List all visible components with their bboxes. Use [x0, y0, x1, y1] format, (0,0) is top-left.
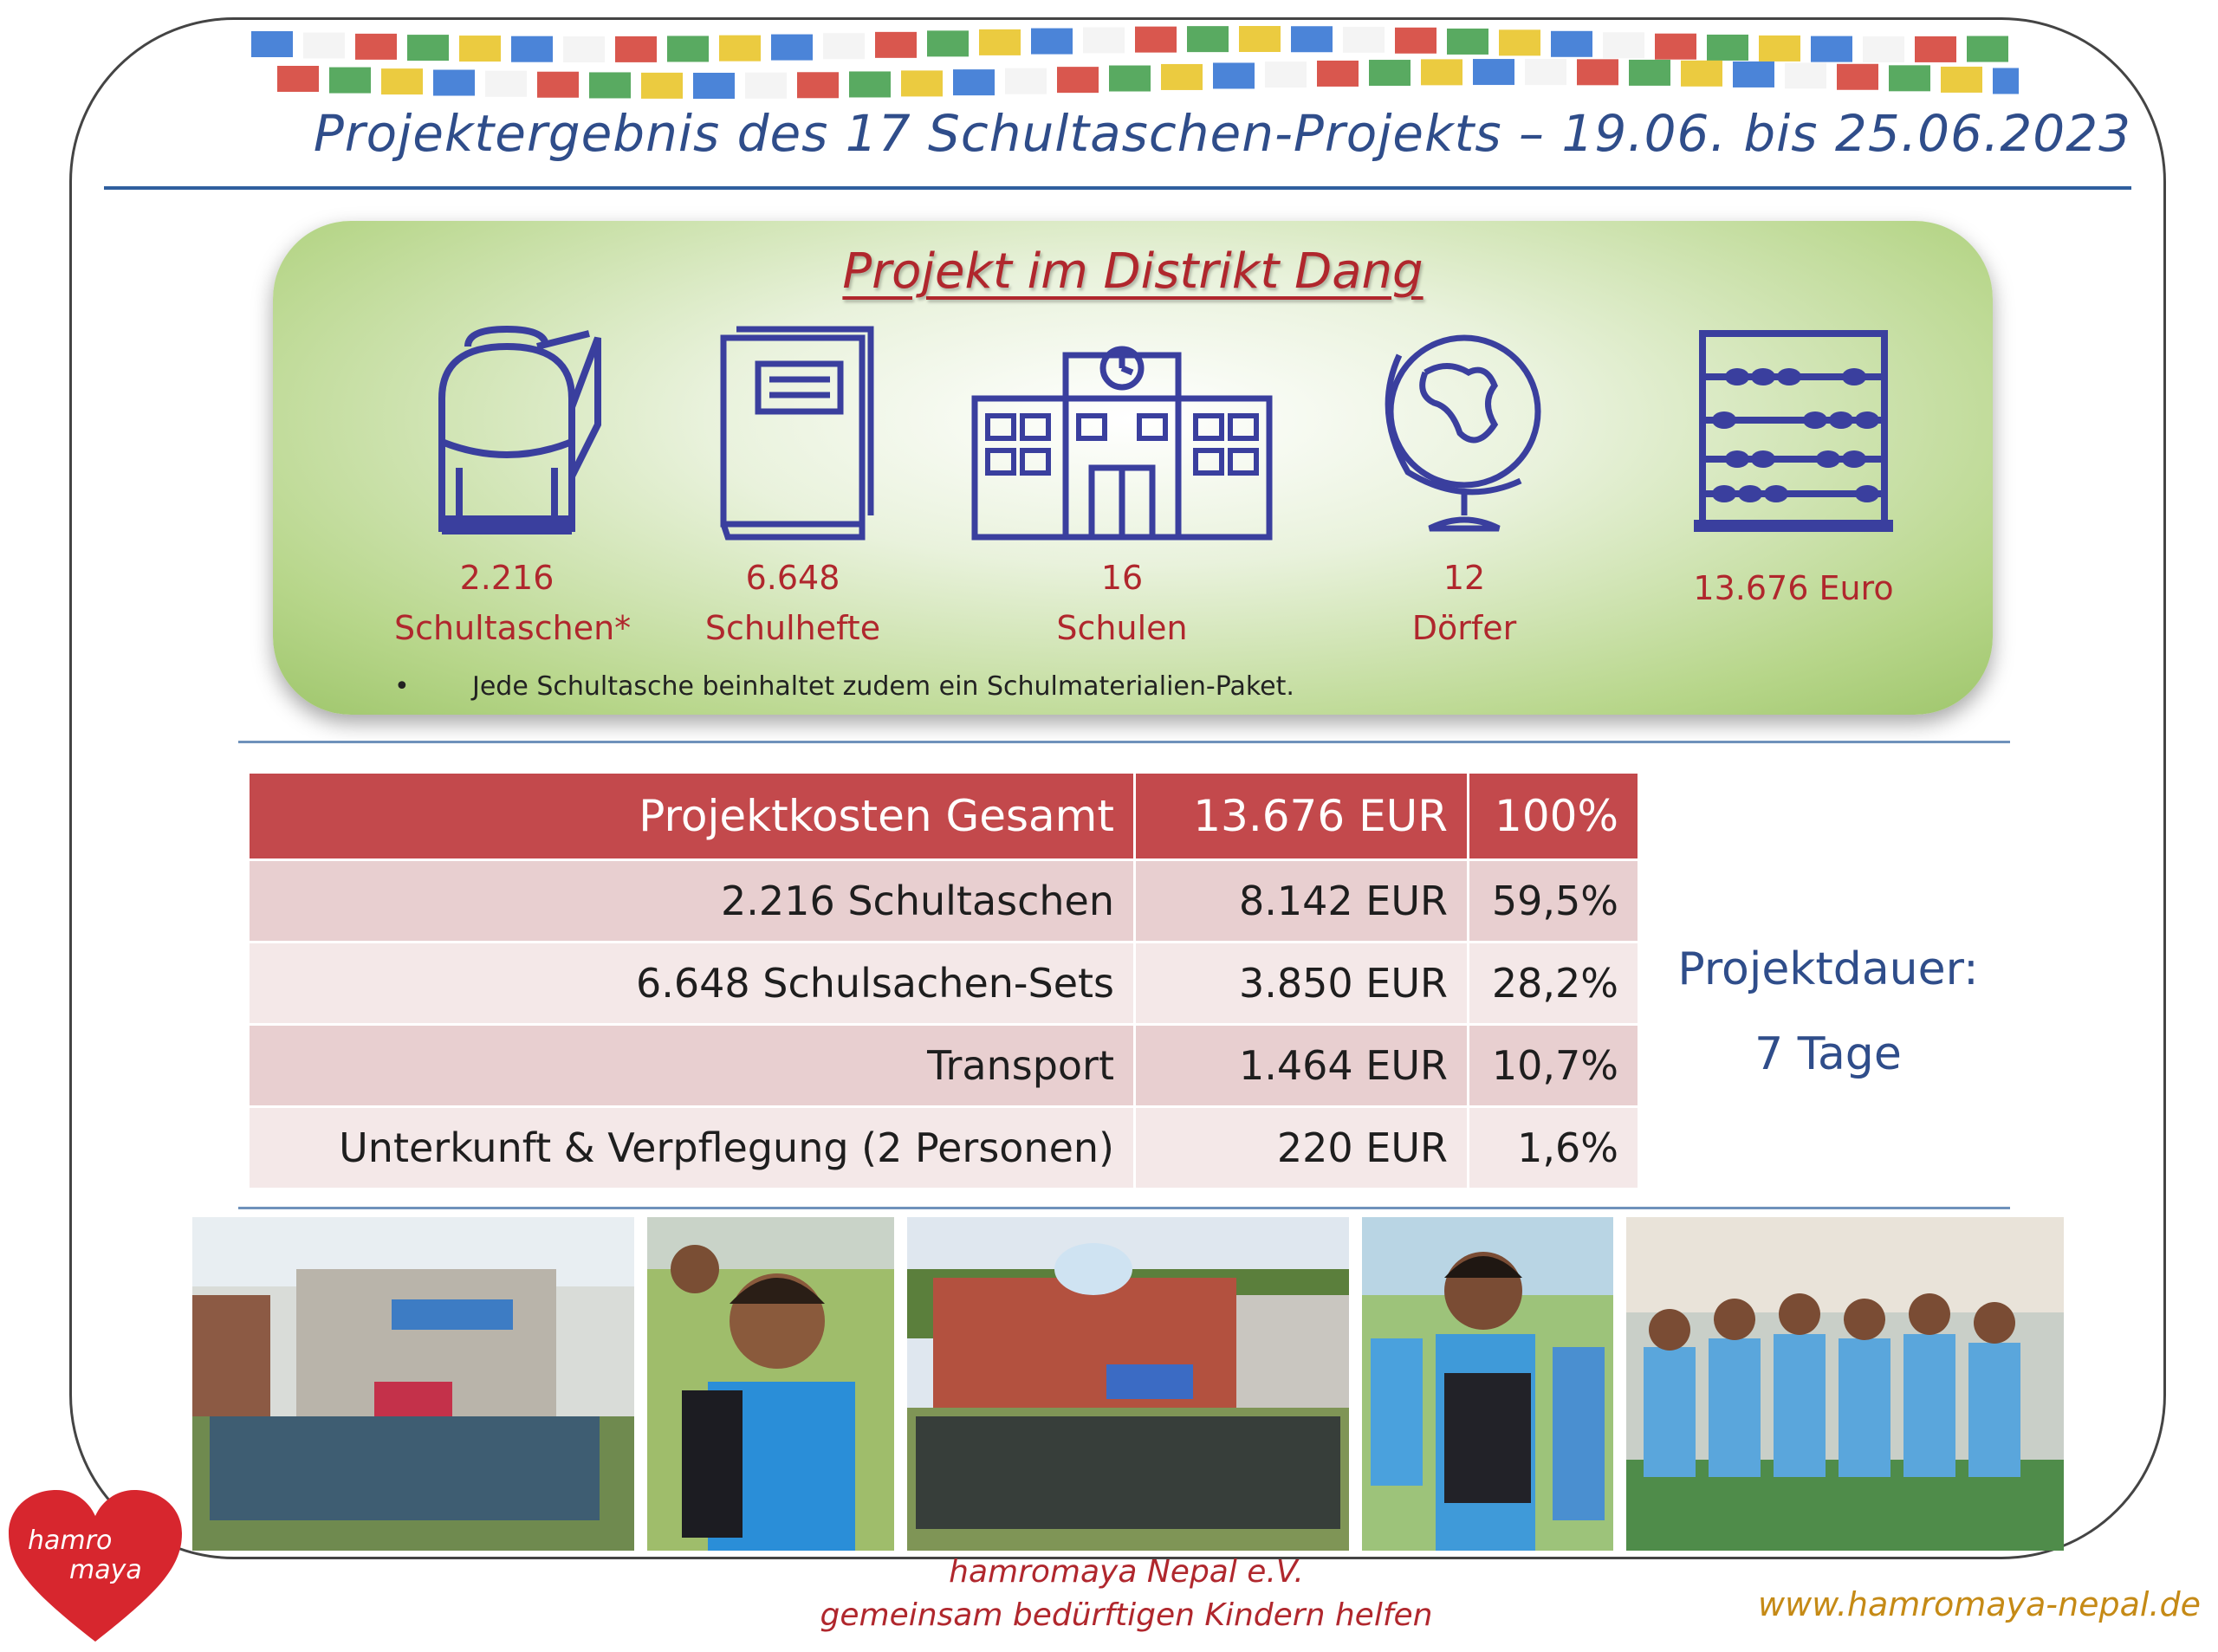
- stat-backpacks: [394, 321, 632, 653]
- stat-villages-label: Dörfer: [1411, 609, 1517, 647]
- group-photo-school: [192, 1217, 634, 1551]
- prayer-flag: [1551, 31, 1592, 57]
- prayer-flag: [1993, 68, 2019, 94]
- divider-top: [238, 741, 2010, 743]
- prayer-flag: [875, 32, 917, 58]
- prayer-flag: [719, 36, 761, 62]
- backpack-icon: [407, 321, 606, 546]
- cost-header-percent: 100%: [1469, 774, 1638, 858]
- prayer-flag: [1421, 59, 1462, 85]
- prayer-flag: [1967, 36, 2008, 62]
- prayer-flag: [537, 72, 579, 98]
- stat-notebooks: [680, 321, 905, 653]
- prayer-flags-decoration: [251, 24, 2019, 102]
- globe-icon: [1365, 321, 1564, 546]
- child-photo-smiling: [647, 1217, 894, 1551]
- prayer-flag: [1317, 61, 1359, 87]
- table-row: [250, 1026, 1638, 1105]
- title-divider: [104, 186, 2131, 190]
- prayer-flag: [251, 31, 293, 57]
- prayer-flag: [1187, 26, 1229, 52]
- prayer-flag: [1005, 68, 1047, 94]
- child-photo-backpack: [1362, 1217, 1613, 1551]
- stat-backpacks-value: 2.216: [459, 559, 554, 597]
- stat-villages: [1352, 321, 1577, 653]
- prayer-flag: [641, 73, 683, 99]
- photo-strip: [192, 1217, 2064, 1551]
- prayer-flag: [849, 71, 891, 97]
- stat-costs-value: 13.676 Euro: [1693, 569, 1894, 607]
- prayer-flag: [1629, 60, 1670, 86]
- prayer-flag: [745, 73, 787, 99]
- prayer-flag: [459, 36, 501, 62]
- prayer-flag: [1863, 36, 1904, 62]
- prayer-flag: [1213, 62, 1255, 88]
- prayer-flag: [823, 33, 865, 59]
- prayer-flag: [563, 36, 605, 62]
- cost-row-percent: 59,5%: [1469, 861, 1638, 941]
- prayer-flag: [1785, 62, 1826, 88]
- prayer-flag: [277, 66, 319, 92]
- logo-text-line2: maya: [69, 1555, 142, 1585]
- cost-header-amount: 13.676 EUR: [1136, 774, 1467, 858]
- stat-schools-value: 16: [1100, 559, 1144, 597]
- stat-backpacks-label: Schultaschen*: [394, 609, 632, 647]
- prayer-flag: [303, 32, 345, 58]
- footnote-bullet: •: [394, 671, 410, 702]
- project-duration: [1664, 927, 1993, 1097]
- prayer-flag: [901, 70, 943, 96]
- cost-row-amount: 1.464 EUR: [1136, 1026, 1467, 1105]
- prayer-flag: [1525, 59, 1566, 85]
- prayer-flag: [1655, 34, 1696, 60]
- prayer-flag: [1707, 35, 1748, 61]
- panel-title: Projekt im Distrikt Dang: [842, 243, 1424, 300]
- prayer-flag: [1083, 27, 1125, 53]
- stat-schools: [966, 321, 1278, 653]
- cost-table: [247, 771, 1640, 1190]
- school-building-icon: [966, 321, 1278, 546]
- prayer-flag: [485, 71, 527, 97]
- prayer-flag: [979, 29, 1021, 55]
- prayer-flag: [797, 72, 839, 98]
- prayer-flag: [1291, 26, 1333, 52]
- footer-org-name: hamromaya Nepal e.V.: [949, 1554, 1304, 1590]
- prayer-flag: [1265, 62, 1307, 87]
- backpack-footnote: [394, 671, 1294, 702]
- prayer-flag: [1915, 36, 1956, 62]
- prayer-flag: [1889, 65, 1930, 91]
- prayer-flag: [1759, 36, 1800, 62]
- cost-row-amount: 220 EUR: [1136, 1108, 1467, 1188]
- footer-slogan: gemeinsam bedürftigen Kindern helfen: [820, 1597, 1433, 1633]
- prayer-flag: [615, 36, 657, 62]
- logo-text-line1: hamro: [28, 1526, 113, 1556]
- cost-table-header: [250, 774, 1638, 858]
- prayer-flag: [1577, 59, 1618, 85]
- prayer-flag: [1239, 26, 1281, 52]
- cost-header-label: Projektkosten Gesamt: [250, 774, 1133, 858]
- stat-costs: [1659, 321, 1928, 613]
- prayer-flag: [1135, 27, 1177, 53]
- prayer-flag: [1837, 64, 1878, 90]
- cost-row-percent: 10,7%: [1469, 1026, 1638, 1105]
- group-photo-building: [907, 1217, 1349, 1551]
- prayer-flag: [771, 35, 813, 61]
- cost-row-label: 2.216 Schultaschen: [250, 861, 1133, 941]
- cost-row-percent: 28,2%: [1469, 943, 1638, 1023]
- hamromaya-heart-logo: [9, 1490, 182, 1646]
- footer-website[interactable]: www.hamromaya-nepal.de: [1758, 1585, 2201, 1623]
- prayer-flag: [1941, 67, 1982, 93]
- stat-schools-label: Schulen: [1056, 609, 1188, 647]
- prayer-flag: [1603, 32, 1644, 58]
- cost-row-label: 6.648 Schulsachen-Sets: [250, 943, 1133, 1023]
- prayer-flag: [1369, 60, 1411, 86]
- prayer-flag: [1733, 62, 1774, 87]
- table-row: [250, 861, 1638, 941]
- notebook-icon: [693, 321, 892, 546]
- cost-row-label: Unterkunft & Verpflegung (2 Personen): [250, 1108, 1133, 1188]
- prayer-flag: [1343, 27, 1385, 53]
- prayer-flag: [1395, 28, 1437, 54]
- abacus-icon: [1685, 321, 1902, 546]
- prayer-flag: [407, 35, 449, 61]
- project-summary-panel: [273, 221, 1993, 715]
- prayer-flag: [1057, 67, 1099, 93]
- footnote-text: Jede Schultasche beinhaltet zudem ein Schulmaterialien-Paket.: [472, 671, 1294, 702]
- prayer-flag: [511, 36, 553, 62]
- footer-organization: [780, 1551, 1473, 1637]
- prayer-flag: [1473, 59, 1514, 85]
- prayer-flag: [693, 73, 735, 99]
- prayer-flag: [1031, 29, 1073, 55]
- prayer-flag: [1109, 66, 1151, 92]
- divider-bottom: [238, 1207, 2010, 1209]
- prayer-flag: [667, 36, 709, 62]
- stat-villages-value: 12: [1443, 559, 1486, 597]
- duration-value: 7 Tage: [1754, 1028, 1902, 1080]
- prayer-flag: [953, 69, 995, 95]
- cost-row-amount: 3.850 EUR: [1136, 943, 1467, 1023]
- prayer-flag: [1811, 36, 1852, 62]
- cost-row-label: Transport: [250, 1026, 1133, 1105]
- cost-row-percent: 1,6%: [1469, 1108, 1638, 1188]
- cost-row-amount: 8.142 EUR: [1136, 861, 1467, 941]
- prayer-flag: [381, 68, 423, 94]
- table-row: [250, 1108, 1638, 1188]
- page-title: Projektergebnis des 17 Schultaschen-Projekts – 19.06. bis 25.06.2023: [313, 104, 2131, 163]
- prayer-flag: [1447, 29, 1488, 55]
- prayer-flag: [329, 68, 371, 94]
- prayer-flag: [1161, 64, 1203, 90]
- stat-notebooks-value: 6.648: [745, 559, 840, 597]
- prayer-flag: [433, 70, 475, 96]
- prayer-flag: [589, 72, 631, 98]
- prayer-flag: [355, 34, 397, 60]
- prayer-flag: [927, 30, 969, 56]
- children-photo-classroom: [1626, 1217, 2064, 1551]
- stat-notebooks-label: Schulhefte: [704, 609, 881, 647]
- duration-label: Projektdauer:: [1677, 943, 1979, 995]
- prayer-flag: [1499, 29, 1540, 55]
- table-row: [250, 943, 1638, 1023]
- prayer-flag: [1681, 61, 1722, 87]
